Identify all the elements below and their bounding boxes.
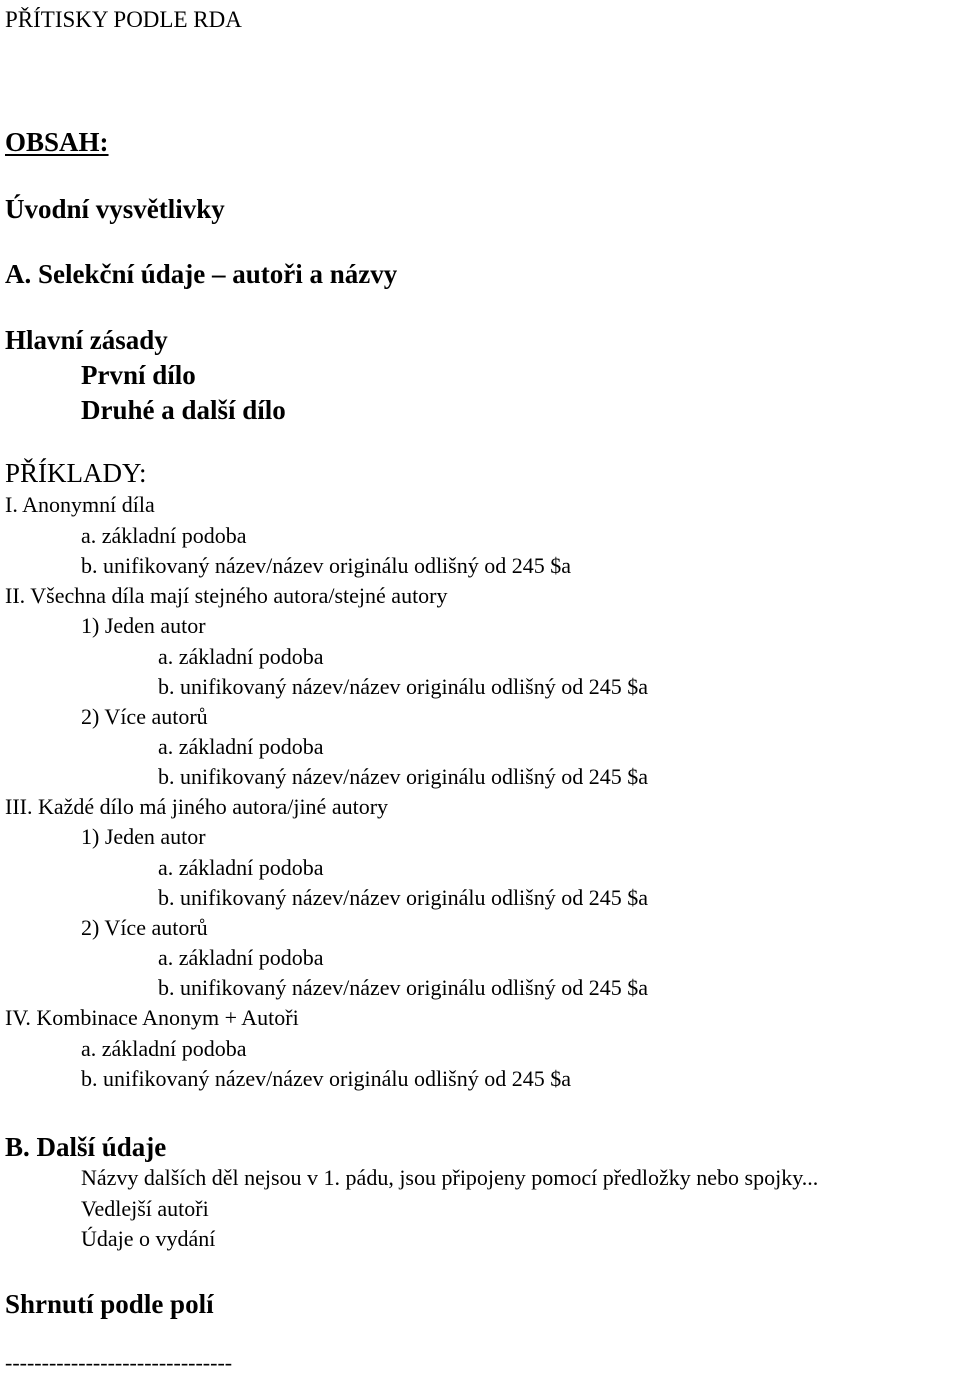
example-line: b. unifikovaný název/název originálu odlišný od 245 $a — [81, 1066, 571, 1091]
example-line: a. základní podoba — [158, 644, 324, 669]
example-line: 2) Více autorů — [81, 915, 208, 940]
principles-item: Druhé a další dílo — [81, 395, 286, 425]
example-line: a. základní podoba — [158, 734, 324, 759]
separator-line: ------------------------------- — [5, 1350, 233, 1375]
example-line: b. unifikovaný název/název originálu odlišný od 245 $a — [81, 553, 571, 578]
example-line: II. Všechna díla mají stejného autora/stejné autory — [5, 583, 448, 608]
example-line: a. základní podoba — [158, 945, 324, 970]
document-title: PŘÍTISKY PODLE RDA — [5, 7, 242, 32]
example-line: b. unifikovaný název/název originálu odlišný od 245 $a — [158, 674, 648, 699]
intro-heading: Úvodní vysvětlivky — [5, 194, 225, 224]
example-line: IV. Kombinace Anonym + Autoři — [5, 1005, 299, 1030]
section-b-item: Údaje o vydání — [81, 1226, 216, 1251]
example-line: a. základní podoba — [158, 855, 324, 880]
example-line: III. Každé dílo má jiného autora/jiné autory — [5, 794, 389, 819]
example-line: a. základní podoba — [81, 1036, 247, 1061]
example-line: b. unifikovaný název/název originálu odlišný od 245 $a — [158, 885, 648, 910]
example-line: 1) Jeden autor — [81, 824, 206, 849]
example-line: a. základní podoba — [81, 523, 247, 548]
summary-heading: Shrnutí podle polí — [5, 1289, 214, 1319]
example-line: b. unifikovaný název/název originálu odlišný od 245 $a — [158, 975, 648, 1000]
example-line: 2) Více autorů — [81, 704, 208, 729]
section-b-item: Názvy dalších děl nejsou v 1. pádu, jsou připojeny pomocí předložky nebo spojky... — [81, 1165, 819, 1190]
examples-heading: PŘÍKLADY: — [5, 458, 147, 488]
section-b-item: Vedlejší autoři — [81, 1196, 209, 1221]
example-line: b. unifikovaný název/název originálu odlišný od 245 $a — [158, 764, 648, 789]
principles-heading: Hlavní zásady — [5, 325, 168, 355]
section-a-heading: A. Selekční údaje – autoři a názvy — [5, 259, 398, 289]
principles-item: První dílo — [81, 360, 196, 390]
toc-heading: OBSAH: — [5, 127, 109, 157]
section-b-heading: B. Další údaje — [5, 1132, 167, 1162]
example-line: I. Anonymní díla — [5, 492, 155, 517]
example-line: 1) Jeden autor — [81, 613, 206, 638]
